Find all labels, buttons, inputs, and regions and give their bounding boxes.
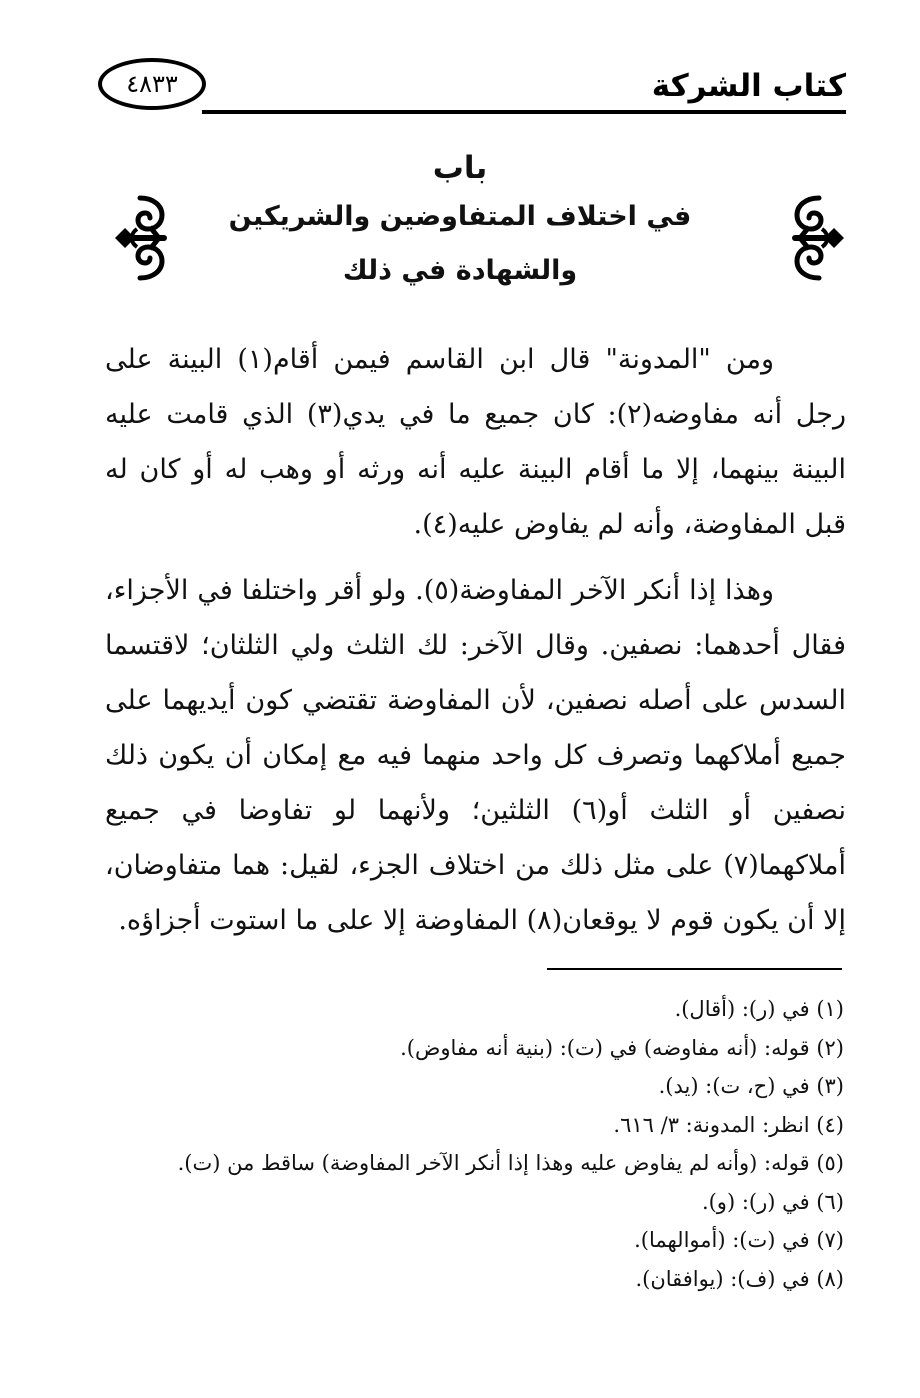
chapter-subtitle-line-1: في اختلاف المتفاوضين والشريكين [228, 201, 692, 232]
page-header [98, 58, 846, 122]
footnote-3: (٣) في (ح، ت): (يد). [658, 1074, 844, 1098]
paragraph-1: ومن "المدونة" قال ابن القاسم فيمن أقام(١) البينة على رجل أنه مفاوضه(٢): كان جميع ما في يدي(٣) الذي قامت عليه البينة بينهما، إلا ما أقام البينة عليه أنه ورثه أو وهب له أو كان له قبل المفاوضة، وأنه لم يفاوض عليه(٤). [105, 344, 846, 540]
main-body-text [105, 332, 846, 948]
chapter-heading [120, 145, 800, 313]
footnote-6: (٦) في (ر): (و). [701, 1189, 844, 1214]
page-number-badge [98, 58, 206, 110]
header-rule [202, 110, 846, 114]
chapter-title: باب [432, 150, 488, 186]
footnote-separator [547, 968, 842, 970]
footnote-4: (٤) انظر: المدونة: ٣/ ٦١٦. [613, 1112, 844, 1137]
footnote-8: (٨) في (ف): (يوافقان). [635, 1266, 844, 1291]
chapter-subtitle-line-2: والشهادة في ذلك [342, 255, 578, 286]
footnotes [105, 990, 844, 1298]
footnote-2: (٢) قوله: (أنه مفاوضه) في (ت): (بنية أنه مفاوض). [400, 1035, 844, 1060]
page-number: ٤٨٣٣ [126, 70, 178, 98]
footnote-5: (٥) قوله: (وأنه لم يفاوض عليه وهذا إذا أنكر الآخر المفاوضة) ساقط من (ت). [177, 1151, 844, 1175]
paragraph-2: وهذا إذا أنكر الآخر المفاوضة(٥). ولو أقر واختلفا في الأجزاء، فقال أحدهما: نصفين. وقال الآخر: لك الثلث ولي الثلثان؛ لاقتسما السدس على أصله نصفين، لأن المفاوضة تقتضي كون أيديهما على جميع أملاكهما وتصرف كل واحد منهما فيه مع إمكان أن يكون ذلك نصفين أو الثلث أو(٦) الثلثين؛ ولأنهما لو تفاوضا في جميع أملاكهما(٧) على مثل ذلك من اختلاف الجزء، لقيل: هما متفاوضان، إلا أن يكون قوم لا يوقعان(٨) المفاوضة إلا على ما استوت أجزاؤه. [105, 575, 846, 936]
book-title: كتاب الشركة [651, 68, 846, 104]
footnote-7: (٧) في (ت): (أموالهما). [634, 1228, 844, 1252]
footnote-1: (١) في (ر): (أقال). [674, 997, 844, 1021]
